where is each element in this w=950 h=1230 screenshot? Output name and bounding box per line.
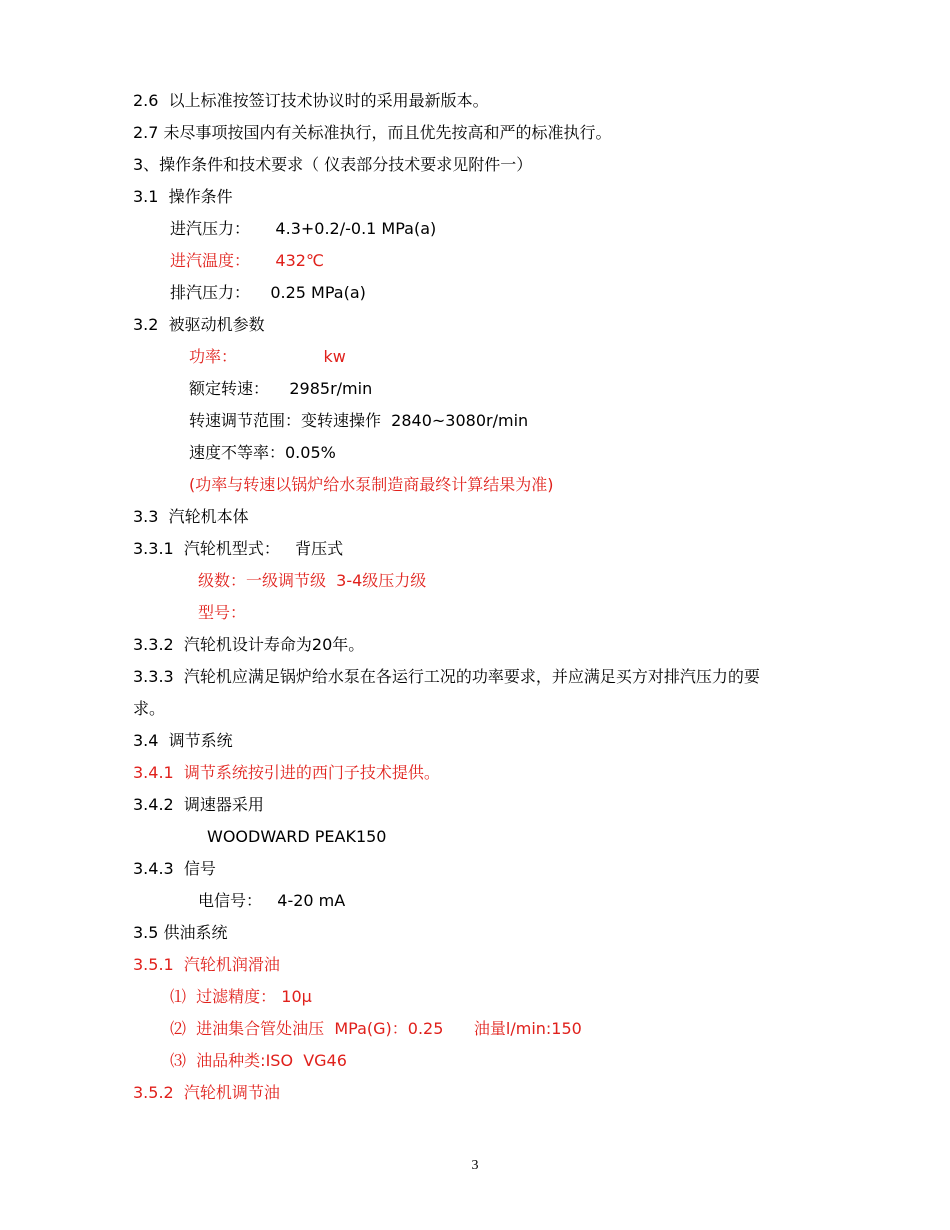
clause-3-3: 3.3 汽轮机本体: [133, 507, 249, 526]
power-speed-note: (功率与转速以锅炉给水泵制造商最终计算结果为准): [189, 475, 554, 494]
speed-range: 转速调节范围：变转速操作 2840~3080r/min: [189, 411, 529, 430]
clause-3-3-2: 3.3.2 汽轮机设计寿命为20年。: [133, 635, 365, 654]
clause-3-4: 3.4 调节系统: [133, 731, 233, 750]
page-number: 3: [471, 1158, 479, 1173]
clause-2-7: 2.7 未尽事项按国内有关标准执行，而且优先按高和严的标准执行。: [133, 123, 612, 142]
clause-3-3-3: 3.3.3 汽轮机应满足锅炉给水泵在各运行工况的功率要求，并应满足买方对排汽压力的要: [133, 667, 760, 686]
clause-3-4-3: 3.4.3 信号: [133, 859, 216, 878]
clause-3-3-1: 3.3.1 汽轮机型式： 背压式: [133, 539, 344, 558]
clause-3-2: 3.2 被驱动机参数: [133, 315, 265, 334]
stages: 级数：一级调节级 3-4级压力级: [198, 571, 427, 590]
speed-regulation: 速度不等率：0.05%: [189, 443, 336, 462]
model: 型号：: [198, 603, 247, 622]
clause-3-5: 3.5 供油系统: [133, 923, 228, 942]
clause-3-4-2: 3.4.2 调速器采用: [133, 795, 264, 814]
filter-precision: ⑴ 过滤精度： 10μ: [170, 987, 312, 1006]
rated-speed: 额定转速： 2985r/min: [189, 379, 373, 398]
clause-3-4-1: 3.4.1 调节系统按引进的西门子技术提供。: [133, 763, 440, 782]
exhaust-pressure: 排汽压力： 0.25 MPa(a): [170, 283, 366, 302]
clause-3-5-1: 3.5.1 汽轮机润滑油: [133, 955, 280, 974]
power: 功率： kw: [189, 347, 346, 366]
oil-pressure: ⑵ 进油集合管处油压 MPa(G)：0.25 油量l/min:150: [170, 1019, 582, 1038]
clause-3-1: 3.1 操作条件: [133, 187, 233, 206]
inlet-pressure: 进汽压力： 4.3+0.2/-0.1 MPa(a): [170, 219, 437, 238]
clause-3-5-2: 3.5.2 汽轮机调节油: [133, 1083, 280, 1102]
oil-type: ⑶ 油品种类:ISO VG46: [170, 1051, 347, 1070]
inlet-temperature: 进汽温度： 432℃: [170, 251, 324, 270]
governor-model: WOODWARD PEAK150: [207, 827, 387, 846]
clause-2-6: 2.6 以上标准按签订技术协议时的采用最新版本。: [133, 91, 489, 110]
clause-3-3-3-cont: 求。: [133, 699, 166, 718]
electric-signal: 电信号： 4-20 mA: [198, 891, 346, 910]
section-3-heading: 3、操作条件和技术要求（ 仪表部分技术要求见附件一）: [133, 155, 533, 174]
